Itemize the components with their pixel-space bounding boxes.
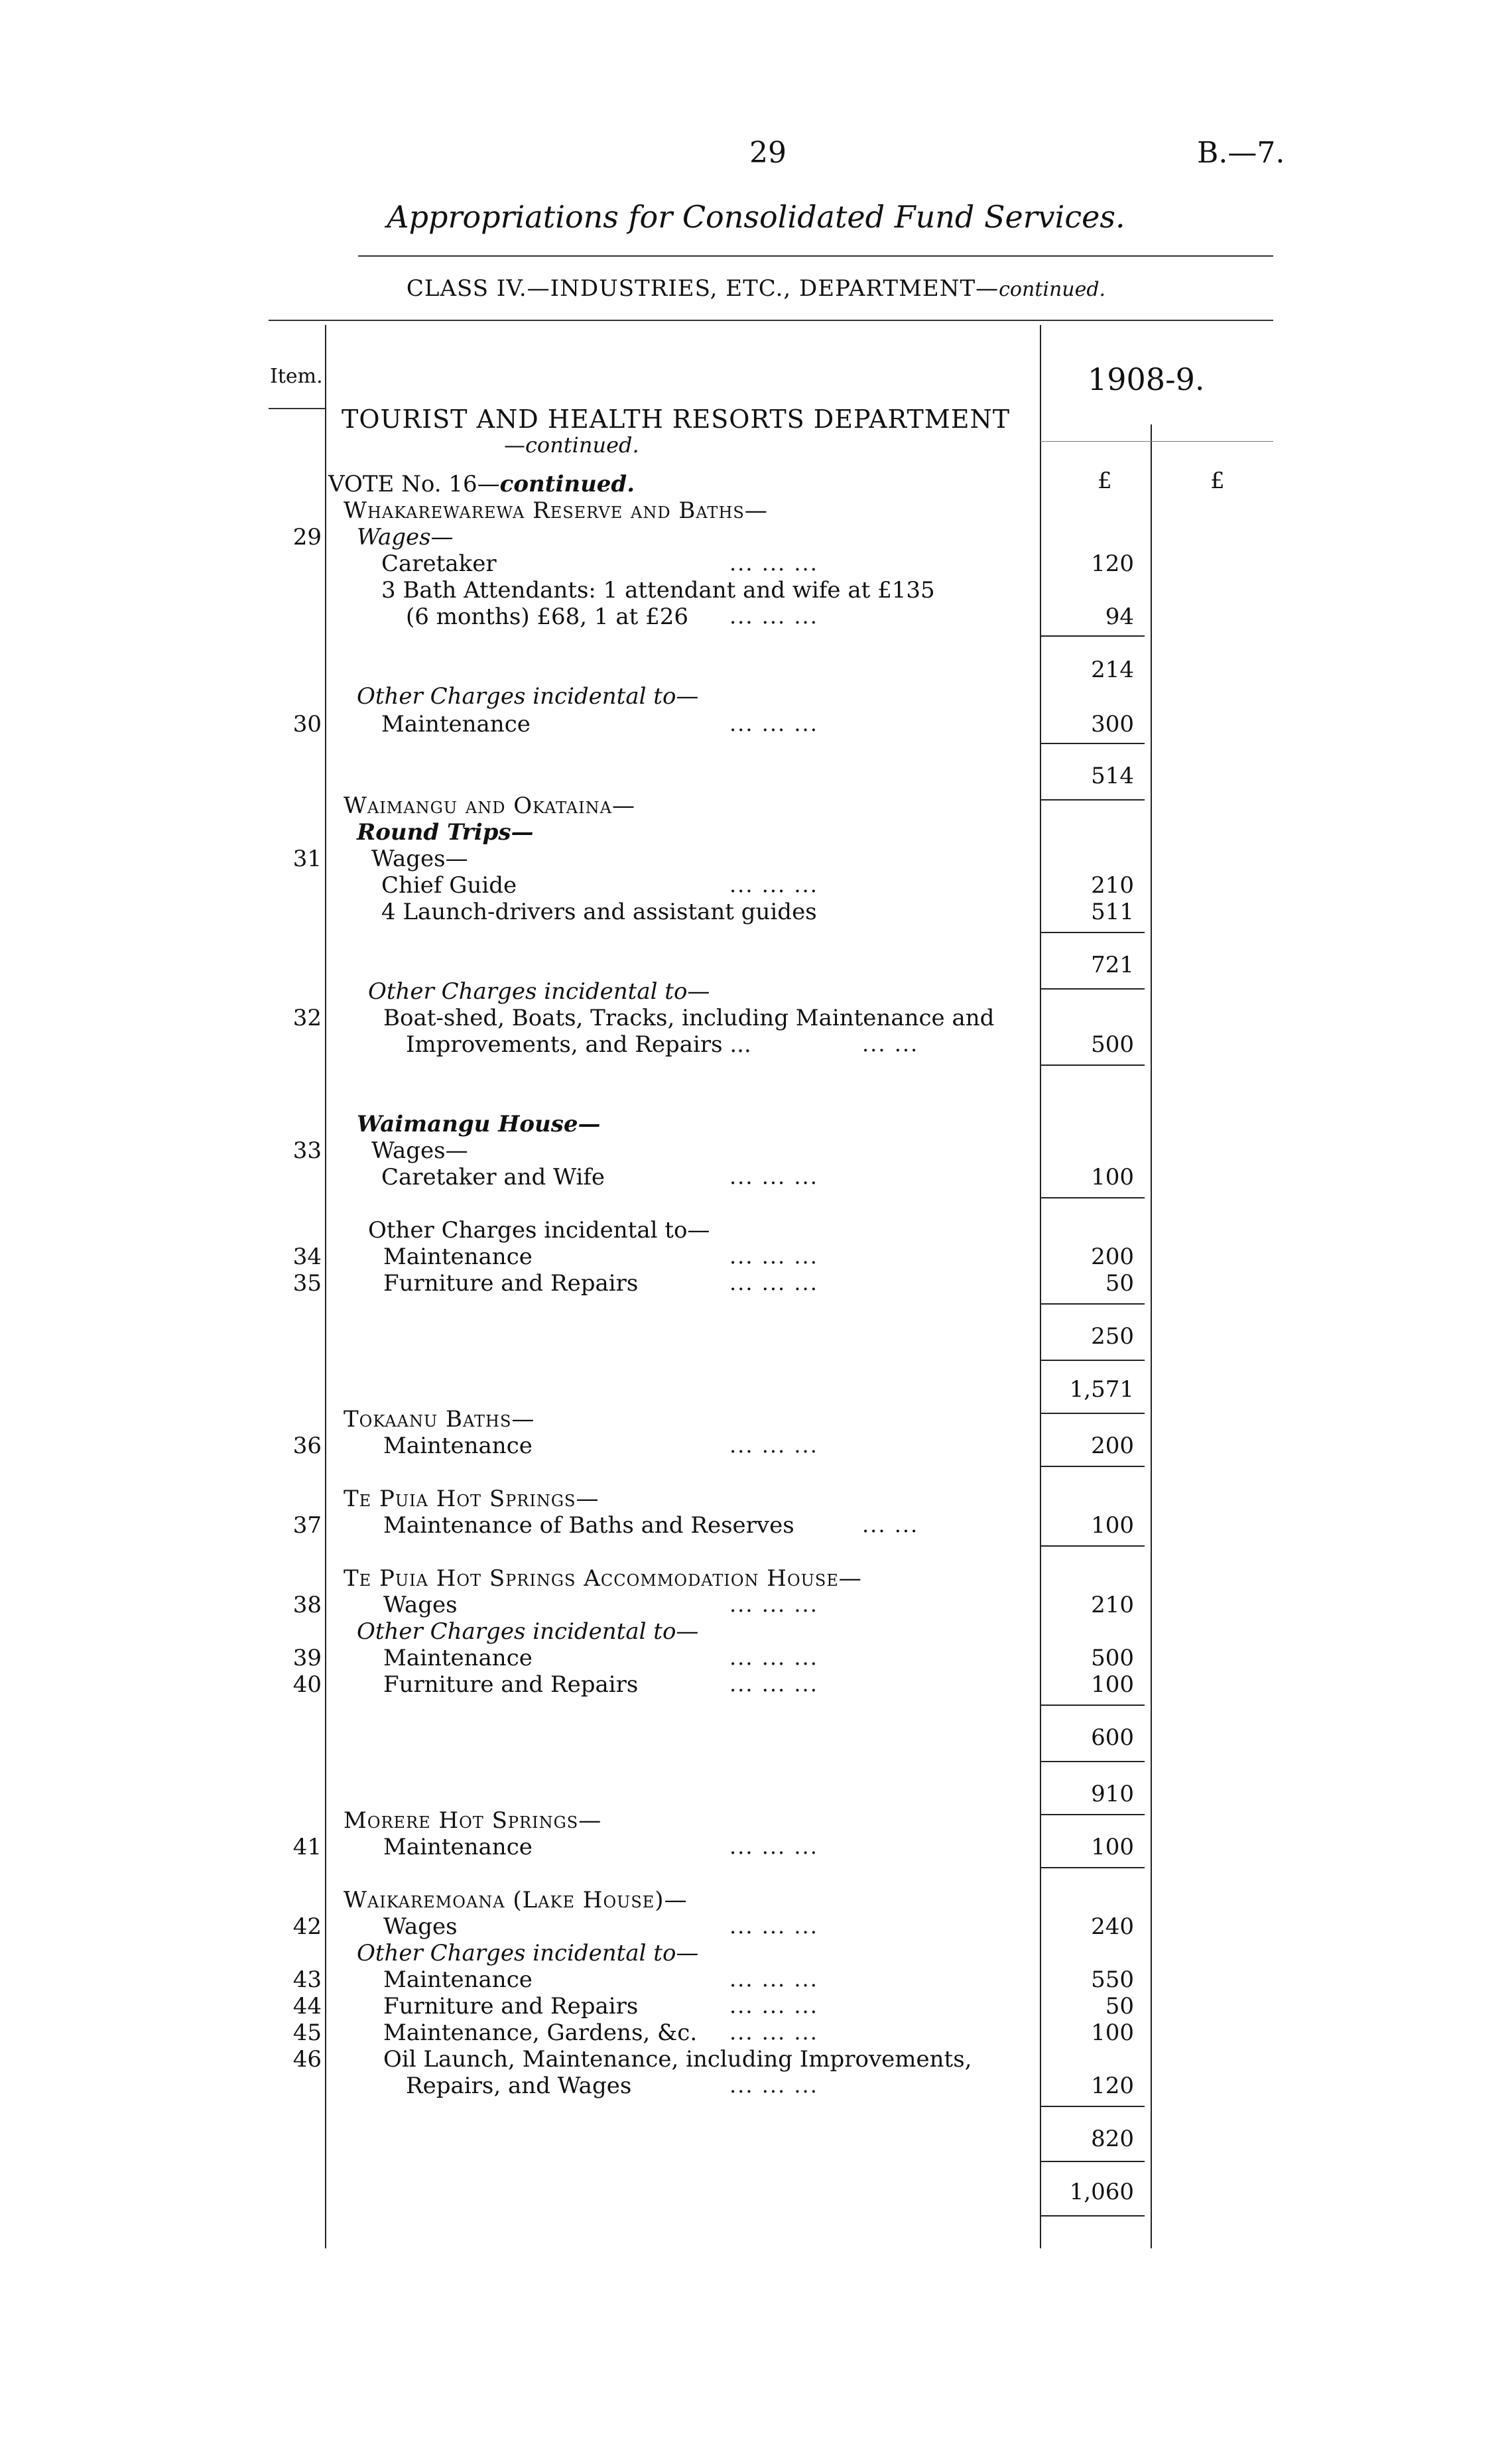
amount: 511	[1091, 899, 1134, 925]
line-maintenance: Maintenance	[381, 711, 531, 738]
other-charges-heading: Other Charges incidental to—	[357, 683, 699, 710]
amount: 200	[1091, 1433, 1134, 1459]
line-caretaker-wife: Caretaker and Wife	[381, 1164, 605, 1190]
item-number: 33	[292, 1137, 322, 1164]
amount: 200	[1091, 1244, 1134, 1270]
section-waimangu-okataina: Waimangu and Okataina—	[344, 793, 635, 819]
leader-dots: ... ... ...	[729, 872, 818, 897]
department-continued: —continued.	[504, 432, 639, 458]
line-launch-drivers: 4 Launch-drivers and assistant guides	[381, 899, 817, 925]
other-charges-heading: Other Charges incidental to—	[368, 1217, 710, 1244]
amount: 100	[1091, 2020, 1134, 2046]
item-number: 37	[292, 1512, 322, 1539]
item-number: 44	[292, 1993, 322, 2020]
section-tokaanu: Tokaanu Baths—	[344, 1406, 535, 1433]
other-charges-heading: Other Charges incidental to—	[357, 1940, 699, 1966]
subtotal-rule	[1040, 1064, 1145, 1066]
item-number: 38	[292, 1592, 322, 1618]
amount: 100	[1091, 1671, 1134, 1698]
leader-dots: ... ... ...	[729, 1913, 818, 1939]
section-waikaremoana: Waikaremoana (Lake House)—	[344, 1887, 688, 1913]
line-te-puia-maintenance: Maintenance of Baths and Reserves	[383, 1512, 794, 1539]
leader-dots: ... ... ...	[729, 1993, 818, 2018]
amount: 210	[1091, 1592, 1134, 1618]
section-te-puia-house: Te Puia Hot Springs Accommodation House—	[344, 1565, 862, 1592]
leader-dots: ... ... ...	[729, 1433, 818, 1458]
subtotal-rule	[1040, 1303, 1145, 1305]
section-morere: Morere Hot Springs—	[344, 1807, 602, 1834]
line-furniture-repairs: Furniture and Repairs	[383, 1270, 639, 1297]
item-number: 41	[292, 1834, 322, 1860]
leader-dots: ... ... ...	[729, 1244, 818, 1269]
subtotal: 721	[1091, 952, 1134, 978]
section-te-puia: Te Puia Hot Springs—	[344, 1486, 599, 1512]
leader-dots: ... ... ...	[729, 604, 818, 629]
item-number: 46	[292, 2046, 322, 2073]
subtotal-rule	[1040, 2106, 1145, 2107]
round-trips-heading: Round Trips—	[357, 819, 534, 846]
subtotal-rule	[1040, 1814, 1145, 1815]
section-rule	[1040, 799, 1145, 801]
subtotal-rule	[1040, 635, 1145, 637]
item-number: 35	[292, 1270, 322, 1297]
item-number: 30	[292, 711, 322, 738]
year-header-rule	[1040, 441, 1273, 442]
document-reference: B.—7.	[1197, 136, 1285, 170]
subtotal-rule	[1040, 743, 1145, 744]
amount: 120	[1091, 550, 1134, 577]
item-number: 40	[292, 1671, 322, 1698]
item-number: 34	[292, 1244, 322, 1270]
line-caretaker: Caretaker	[381, 550, 497, 577]
amount: 100	[1091, 1834, 1134, 1860]
leader-dots: ... ... ...	[729, 1834, 818, 1859]
amount: 550	[1091, 1966, 1134, 1993]
total-column-rule	[1151, 424, 1152, 2248]
leader-dots: ... ... ...	[729, 1164, 818, 1189]
amount: 210	[1091, 872, 1134, 899]
item-number: 29	[292, 524, 322, 550]
line-wages: Wages	[383, 1592, 458, 1618]
line-oil-launch: Oil Launch, Maintenance, including Improvements,	[383, 2046, 972, 2073]
other-charges-heading: Other Charges incidental to—	[357, 1618, 699, 1645]
subtotal-rule	[1040, 988, 1145, 990]
class-rule	[269, 320, 1273, 321]
leader-dots: ... ... ...	[729, 1645, 818, 1670]
item-header-rule	[269, 408, 325, 409]
amount: 100	[1091, 1512, 1134, 1539]
leader-dots: ... ... ...	[729, 2020, 818, 2045]
subtotal-rule	[1040, 932, 1145, 933]
other-charges-heading: Other Charges incidental to—	[368, 978, 710, 1005]
pound-sign-2: £	[1210, 468, 1225, 494]
amount: 50	[1105, 1270, 1134, 1297]
section-whakarewarewa: Whakarewarewa Reserve and Baths—	[344, 497, 768, 524]
line-maintenance-gardens: Maintenance, Gardens, &c.	[383, 2020, 698, 2046]
line-maintenance: Maintenance	[383, 1433, 533, 1459]
leader-dots: ... ... ...	[729, 711, 818, 736]
leader-dots: ... ... ...	[729, 1592, 818, 1617]
line-maintenance: Maintenance	[383, 1645, 533, 1671]
amount: 50	[1105, 1993, 1134, 2020]
department-heading: TOURIST AND HEALTH RESORTS DEPARTMENT	[342, 405, 1011, 434]
subtotal: 820	[1091, 2126, 1134, 2152]
item-number: 39	[292, 1645, 322, 1671]
line-bath-attendants: 3 Bath Attendants: 1 attendant and wife at £135	[381, 577, 935, 604]
line-oil-launch-cont: Repairs, and Wages	[406, 2073, 632, 2099]
amount: 94	[1105, 604, 1134, 630]
subtotal-rule	[1040, 1413, 1145, 1414]
subtotal: 250	[1091, 1323, 1134, 1350]
page-title: Appropriations for Consolidated Fund Services.	[387, 199, 1125, 235]
line-furniture-repairs: Furniture and Repairs	[383, 1671, 639, 1698]
year-column-header: 1908-9.	[1088, 361, 1205, 397]
subtotal: 214	[1091, 657, 1134, 683]
subtotal-rule	[1040, 2161, 1145, 2162]
leader-dots: ... ... ...	[729, 2073, 818, 2098]
wages-heading: Wages—	[371, 1137, 468, 1164]
amount: 300	[1091, 711, 1134, 738]
leader-dots: ... ... ...	[729, 1671, 818, 1697]
subtotal: 514	[1091, 763, 1134, 789]
leader-dots: ... ... ...	[729, 1270, 818, 1295]
amount: 100	[1091, 1164, 1134, 1190]
item-number: 42	[292, 1913, 322, 1940]
line-furniture-repairs: Furniture and Repairs	[383, 1993, 639, 2020]
pound-sign-1: £	[1098, 468, 1112, 494]
amount: 500	[1091, 1645, 1134, 1671]
waimangu-house-heading: Waimangu House—	[357, 1111, 601, 1137]
item-number: 31	[292, 846, 322, 872]
subtotal: 600	[1091, 1724, 1134, 1751]
subtotal: 1,571	[1069, 1376, 1134, 1403]
item-number: 43	[292, 1966, 322, 1993]
item-column-header: Item.	[270, 365, 323, 388]
subtotal-rule	[1040, 1360, 1145, 1361]
total-rule	[1040, 2215, 1145, 2217]
title-rule	[358, 255, 1273, 257]
subtotal: 910	[1091, 1781, 1134, 1807]
leader-dots: ... ... ...	[729, 550, 818, 576]
item-number: 32	[292, 1005, 322, 1031]
subtotal-rule	[1040, 1761, 1145, 1762]
line-bath-attendants-cont: (6 months) £68, 1 at £26	[406, 604, 688, 630]
amount: 240	[1091, 1913, 1134, 1940]
wages-heading: Wages—	[371, 846, 468, 872]
vote-heading: VOTE No. 16—continued.	[328, 471, 635, 497]
amount: 120	[1091, 2073, 1134, 2099]
line-wages: Wages	[383, 1913, 458, 1940]
line-chief-guide: Chief Guide	[381, 872, 517, 899]
subtotal-rule	[1040, 1545, 1145, 1547]
leader-dots: ... ... ...	[729, 1966, 818, 1992]
item-number: 45	[292, 2020, 322, 2046]
item-number: 36	[292, 1433, 322, 1459]
line-maintenance: Maintenance	[383, 1244, 533, 1270]
subtotal-rule	[1040, 1867, 1145, 1868]
leader-dots: ... ...	[862, 1512, 919, 1537]
total: 1,060	[1069, 2179, 1134, 2205]
item-column-rule	[325, 325, 326, 2248]
subtotal-rule	[1040, 1197, 1145, 1198]
leader-dots: ... ...	[862, 1031, 919, 1057]
line-maintenance: Maintenance	[383, 1834, 533, 1860]
line-maintenance: Maintenance	[383, 1966, 533, 1993]
line-boat-shed: Boat-shed, Boats, Tracks, including Maintenance and	[383, 1005, 995, 1031]
wages-heading: Wages—	[357, 524, 454, 550]
line-boat-shed-cont: Improvements, and Repairs ...	[406, 1031, 751, 1058]
subtotal-rule	[1040, 1466, 1145, 1467]
class-heading: CLASS IV.—INDUSTRIES, ETC., DEPARTMENT—continued.	[406, 275, 1106, 302]
page-number: 29	[749, 136, 787, 170]
amount: 500	[1091, 1031, 1134, 1058]
subtotal-rule	[1040, 1704, 1145, 1706]
